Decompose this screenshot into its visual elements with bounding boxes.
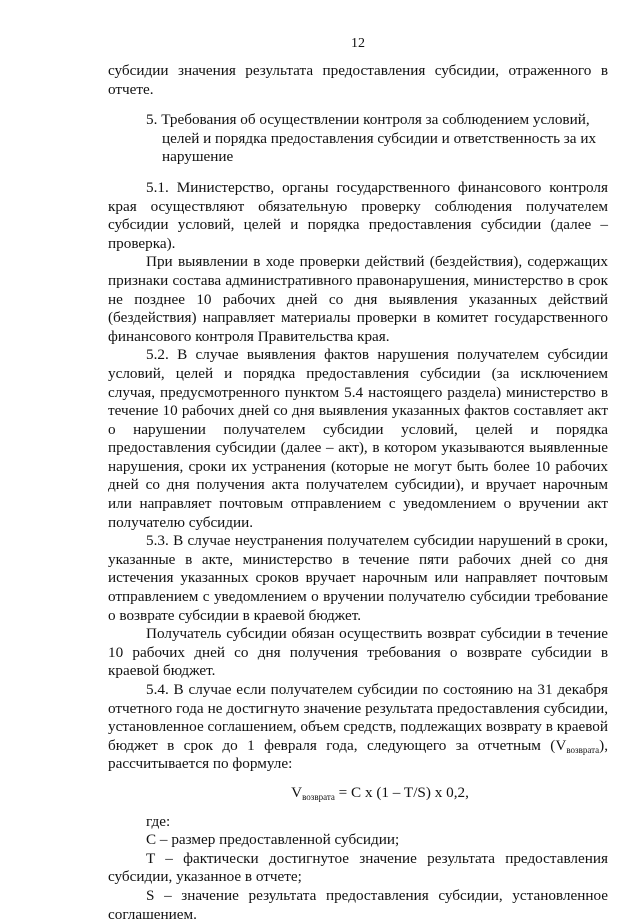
definition-t: T – фактически достигнутое значение результата предоставления субсидии, указанное в отчете; <box>108 849 608 886</box>
where-label: где: <box>146 812 171 830</box>
definition-s: S – значение результата предоставления субсидии, установленное соглашением. <box>108 886 608 923</box>
formula-subscript: возврата <box>302 791 335 802</box>
intro-paragraph: субсидии значения результата предоставления субсидии, отраженного в отчете. <box>108 62 608 98</box>
paragraph-5-4-end: ), рассчитывается по формуле: <box>108 736 608 773</box>
section-5-heading-line1: 5. Требования об осуществлении контроля за соблюдением условий, <box>146 111 590 129</box>
paragraph-obligation: Получатель субсидии обязан осуществить возврат субсидии в течение 10 рабочих дней со дня получения требования о возврате субсидии в краевой бюджет. <box>108 625 608 680</box>
section-5-heading-line2: целей и порядка предоставления субсидии и ответственность за их нарушение <box>162 129 597 166</box>
formula <box>108 784 608 803</box>
paragraph-violation: При выявлении в ходе проверки действий (бездействия), содержащих признаки состава административного правонарушения, министерство в срок не позднее 10 рабочих дней со дня выявления указанных действий (бездействия) направляет материалы проверки в комитет государственного финансового контроля Правительства края. <box>108 253 608 345</box>
definition-c: C – размер предоставленной субсидии; <box>146 831 400 849</box>
document-body <box>108 62 608 924</box>
paragraph-5-4-subscript: возврата <box>566 744 600 755</box>
paragraph-5-4-text: 5.4. В случае если получателем субсидии по состоянию на 31 декабря отчетного года не достигнуто значение результата предоставления субсидии, установленное соглашением, объем средств, подлежащих возврату в краевой бюджет в срок до 1 февраля года, следующего за отчетным (V <box>108 681 608 754</box>
section-5-heading <box>108 111 608 167</box>
paragraph-5-1: 5.1. Министерство, органы государственного финансового контроля края осуществляют обязательную проверку соблюдения получателем субсидии условий, целей и порядка предоставления субсидии (далее – проверка). <box>108 178 608 252</box>
formula-rhs: = C x (1 – T/S) x 0,2, <box>334 783 469 801</box>
paragraph-5-4 <box>108 681 608 774</box>
paragraph-5-2: 5.2. В случае выявления фактов нарушения получателем субсидии условий, целей и порядка предоставления субсидии (за исключением случая, предусмотренного пунктом 5.4 настоящего раздела) министерство в течение 10 рабочих дней со дня выявления указанных фактов составляет акт о нарушении получателем субсидии условий, целей и порядка предоставления субсидии (далее – акт), в котором указываются выявленные нарушения, сроки их устранения (которые не могут быть более 10 рабочих дней со дня получения акта получателем субсидии), и вручает нарочным или направляет почтовым отправлением с уведомлением о вручении акт получателю субсидии. <box>108 346 608 531</box>
paragraph-5-3: 5.3. В случае неустранения получателем субсидии нарушений в сроки, указанные в акте, министерство в течение пяти рабочих дней со дня истечения указанных сроков вручает нарочным или направляет почтовым отправлением с уведомлением о вручении получателю субсидии требование о возврате субсидии в краевой бюджет. <box>108 532 608 624</box>
page-number: 12 <box>351 36 365 51</box>
formula-v: V <box>291 783 303 801</box>
